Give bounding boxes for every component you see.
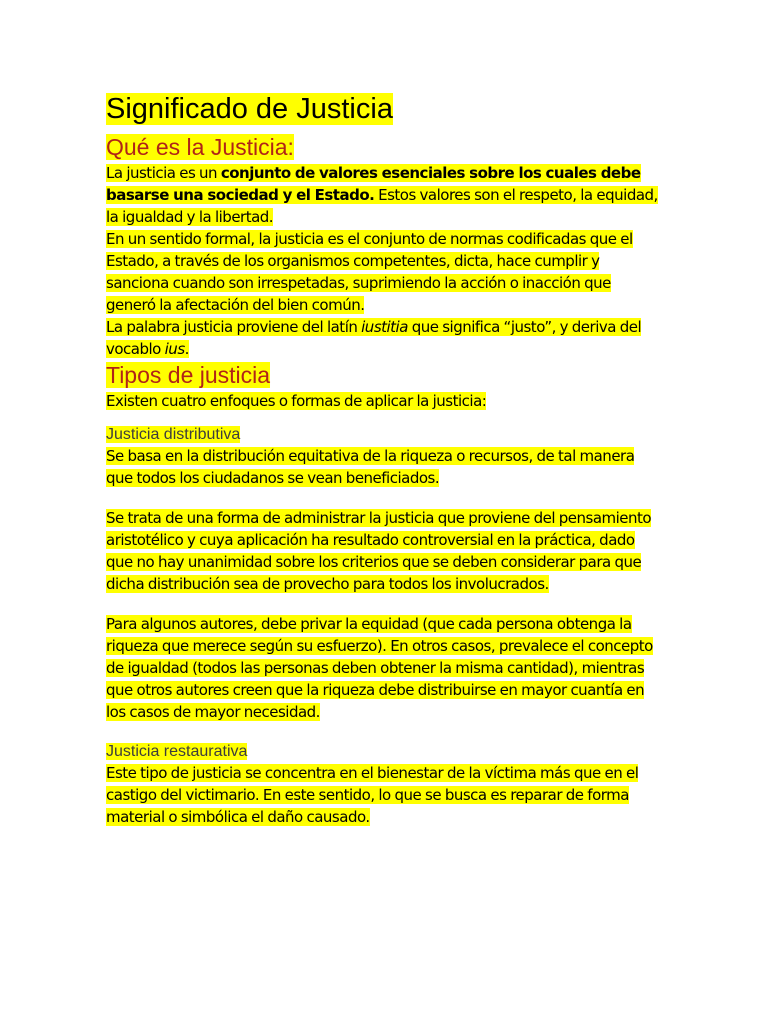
paragraph-distributiva-3: Para algunos autores, debe privar la equidad (que cada persona obtenga la riqueza que merece según su esfuerzo). En otros casos, prevalece el concepto de igualdad (todos las personas deben obtener la misma cantidad), mientras que otros autores creen que la riqueza debe distribuirse en mayor cuantía en los casos de mayor necesidad. <box>106 615 653 721</box>
section-heading-tipos: Tipos de justicia <box>106 362 271 388</box>
paragraph-distributiva-1: Se basa en la distribución equitativa de la riqueza o recursos, de tal manera que todos los ciudadanos se vean beneficiados. <box>106 447 635 487</box>
section-heading-que-es: Qué es la Justicia: <box>106 134 294 160</box>
paragraph-distributiva-2: Se trata de una forma de administrar la justicia que proviene del pensamiento aristotélico y cuya aplicación ha resultado controversial en la práctica, dado que no hay unanimidad sobre los criterios que se deben considerar para que dicha distribución sea de provecho para todos los involucrados. <box>106 509 652 593</box>
document-page <box>106 88 662 828</box>
latin-word-ius: ius <box>164 340 185 358</box>
latin-word-iustitia: iustitia <box>361 318 408 336</box>
spacer <box>106 412 662 424</box>
paragraph-definition: La justicia es un conjunto de valores esenciales sobre los cuales debe basarse una sociedad y el Estado. Estos valores son el respeto, la equidad, la igualdad y la libertad. <box>106 164 658 226</box>
paragraph-tipos-intro: Existen cuatro enfoques o formas de aplicar la justicia: <box>106 392 487 410</box>
document-title: Significado de Justicia <box>106 93 393 125</box>
subheading-restaurativa: Justicia restaurativa <box>106 743 248 760</box>
paragraph-etymology: La palabra justicia proviene del latín iustitia que significa “justo”, y deriva del vocablo ius. <box>106 318 642 358</box>
spacer <box>106 489 662 507</box>
bold-definition: conjunto de valores esenciales sobre los cuales debe basarse una sociedad y el Estado. <box>106 164 641 204</box>
spacer <box>106 723 662 741</box>
subheading-distributiva: Justicia distributiva <box>106 426 241 443</box>
paragraph-restaurativa-1: Este tipo de justicia se concentra en el bienestar de la víctima más que en el castigo del victimario. En este sentido, lo que se busca es reparar de forma material o simbólica el daño causado. <box>106 764 639 826</box>
spacer <box>106 595 662 613</box>
paragraph-formal-sense: En un sentido formal, la justicia es el conjunto de normas codificadas que el Estado, a través de los organismos competentes, dicta, hace cumplir y sanciona cuando son irrespetadas, suprimiendo la acción o inacción que generó la afectación del bien común. <box>106 230 633 314</box>
